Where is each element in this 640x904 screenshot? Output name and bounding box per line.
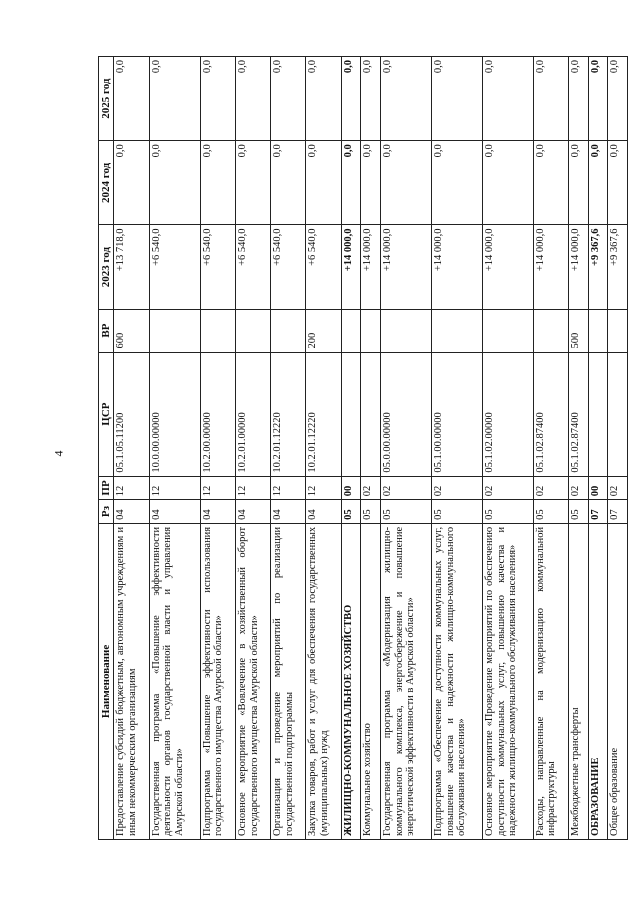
- cell-vr: [235, 309, 270, 352]
- header-name: Наименование: [99, 523, 114, 839]
- cell-rz: 05: [431, 500, 482, 524]
- cell-pr: 02: [568, 476, 588, 500]
- cell-csr: 05.1.02.87400: [568, 352, 588, 476]
- cell-2023: +14 000,0: [482, 225, 533, 309]
- cell-pr: 02: [608, 476, 628, 500]
- table-row: [341, 57, 361, 840]
- cell-2025: 0,0: [431, 57, 482, 141]
- cell-rz: 04: [271, 500, 306, 524]
- cell-2025: 0,0: [361, 57, 381, 141]
- table-row: [568, 57, 588, 840]
- cell-csr: [361, 352, 381, 476]
- cell-vr: [271, 309, 306, 352]
- cell-2024: 0,0: [361, 141, 381, 225]
- cell-name: Предоставление субсидий бюджетным, автономным учреждениям и иным некоммерческим организациям: [114, 523, 149, 839]
- cell-2023: +13 718,0: [114, 225, 149, 309]
- cell-rz: 04: [235, 500, 270, 524]
- table-row: [588, 57, 608, 840]
- cell-pr: 00: [341, 476, 361, 500]
- cell-pr: 02: [533, 476, 568, 500]
- cell-2025: 0,0: [588, 57, 608, 141]
- cell-2023: +6 540,0: [235, 225, 270, 309]
- cell-2023: +9 367,6: [608, 225, 628, 309]
- table-row: [271, 57, 306, 840]
- cell-2024: 0,0: [533, 141, 568, 225]
- cell-vr: [608, 309, 628, 352]
- cell-pr: 12: [200, 476, 235, 500]
- cell-2025: 0,0: [235, 57, 270, 141]
- cell-rz: 04: [306, 500, 341, 524]
- cell-2025: 0,0: [306, 57, 341, 141]
- cell-pr: 02: [482, 476, 533, 500]
- cell-2025: 0,0: [380, 57, 431, 141]
- cell-rz: 05: [482, 500, 533, 524]
- cell-2023: +14 000,0: [568, 225, 588, 309]
- cell-csr: [588, 352, 608, 476]
- cell-pr: 12: [149, 476, 200, 500]
- table-row: [149, 57, 200, 840]
- cell-2025: 0,0: [341, 57, 361, 141]
- cell-2023: +14 000,0: [431, 225, 482, 309]
- cell-vr: 200: [306, 309, 341, 352]
- header-pr: ПР: [99, 476, 114, 500]
- cell-2023: +6 540,0: [149, 225, 200, 309]
- cell-csr: 10.2.01.12220: [306, 352, 341, 476]
- cell-csr: 10.0.00.00000: [149, 352, 200, 476]
- cell-csr: [341, 352, 361, 476]
- cell-name: Закупка товаров, работ и услуг для обеспечения государственных (муниципальных) нужд: [306, 523, 341, 839]
- cell-rz: 04: [200, 500, 235, 524]
- cell-vr: [588, 309, 608, 352]
- budget-table: [98, 56, 628, 840]
- cell-rz: 04: [149, 500, 200, 524]
- cell-vr: [380, 309, 431, 352]
- cell-2024: 0,0: [568, 141, 588, 225]
- cell-csr: 10.2.00.00000: [200, 352, 235, 476]
- cell-name: ЖИЛИЩНО-КОММУНАЛЬНОЕ ХОЗЯЙСТВО: [341, 523, 361, 839]
- cell-2025: 0,0: [271, 57, 306, 141]
- cell-2023: +9 367,6: [588, 225, 608, 309]
- cell-2025: 0,0: [200, 57, 235, 141]
- cell-name: Подпрограмма «Обеспечение доступности коммунальных услуг, повышение качества и надежности жилищно-коммунального обслуживания населения»: [431, 523, 482, 839]
- rotated-table-wrapper: [98, 56, 628, 840]
- cell-csr: [608, 352, 628, 476]
- cell-pr: 00: [588, 476, 608, 500]
- cell-2023: +6 540,0: [200, 225, 235, 309]
- cell-csr: 05.1.05.11200: [114, 352, 149, 476]
- cell-csr: 10.2.01.12220: [271, 352, 306, 476]
- cell-vr: [482, 309, 533, 352]
- cell-2024: 0,0: [380, 141, 431, 225]
- cell-rz: 04: [114, 500, 149, 524]
- cell-vr: 600: [114, 309, 149, 352]
- header-vr: ВР: [99, 309, 114, 352]
- cell-vr: [149, 309, 200, 352]
- cell-pr: 12: [306, 476, 341, 500]
- table-body: [114, 57, 628, 840]
- cell-2024: 0,0: [200, 141, 235, 225]
- header-csr: ЦСР: [99, 352, 114, 476]
- cell-2024: 0,0: [341, 141, 361, 225]
- cell-csr: 05.0.00.00000: [380, 352, 431, 476]
- cell-2024: 0,0: [588, 141, 608, 225]
- cell-2024: 0,0: [431, 141, 482, 225]
- cell-rz: 07: [588, 500, 608, 524]
- cell-2024: 0,0: [149, 141, 200, 225]
- cell-pr: 12: [114, 476, 149, 500]
- table-row: [306, 57, 341, 840]
- table-row: [533, 57, 568, 840]
- cell-vr: [533, 309, 568, 352]
- cell-name: Межбюджетные трансферты: [568, 523, 588, 839]
- table-row: [608, 57, 628, 840]
- header-2023: 2023 год: [99, 225, 114, 309]
- cell-name: Государственная программа «Повышение эффективности деятельности органов государственной власти и управления Амурской области»: [149, 523, 200, 839]
- cell-rz: 05: [533, 500, 568, 524]
- cell-2025: 0,0: [608, 57, 628, 141]
- cell-2023: +14 000,0: [533, 225, 568, 309]
- cell-rz: 07: [608, 500, 628, 524]
- cell-2024: 0,0: [608, 141, 628, 225]
- cell-2024: 0,0: [306, 141, 341, 225]
- cell-2025: 0,0: [482, 57, 533, 141]
- table-row: [200, 57, 235, 840]
- cell-csr: 10.2.01.00000: [235, 352, 270, 476]
- cell-vr: [431, 309, 482, 352]
- cell-rz: 05: [568, 500, 588, 524]
- cell-name: Основное мероприятие «Вовлечение в хозяйственный оборот государственного имущества Амурской области»: [235, 523, 270, 839]
- cell-rz: 05: [380, 500, 431, 524]
- cell-2023: +14 000,0: [361, 225, 381, 309]
- cell-2023: +14 000,0: [341, 225, 361, 309]
- cell-pr: 12: [271, 476, 306, 500]
- cell-vr: [341, 309, 361, 352]
- table-row: [482, 57, 533, 840]
- table-row: [431, 57, 482, 840]
- cell-pr: 12: [235, 476, 270, 500]
- table-row: [114, 57, 149, 840]
- cell-2025: 0,0: [114, 57, 149, 141]
- table-row: [235, 57, 270, 840]
- cell-2024: 0,0: [235, 141, 270, 225]
- header-rz: Рз: [99, 500, 114, 524]
- cell-2023: +14 000,0: [380, 225, 431, 309]
- cell-rz: 05: [341, 500, 361, 524]
- cell-vr: [361, 309, 381, 352]
- cell-pr: 02: [361, 476, 381, 500]
- cell-name: ОБРАЗОВАНИЕ: [588, 523, 608, 839]
- cell-csr: 05.1.00.00000: [431, 352, 482, 476]
- cell-csr: 05.1.02.00000: [482, 352, 533, 476]
- cell-2023: +6 540,0: [271, 225, 306, 309]
- cell-name: Государственная программа «Модернизация жилищно-коммунального комплекса, энергосбережение и повышение энергетической эффективности в Амурской области»: [380, 523, 431, 839]
- cell-name: Коммунальное хозяйство: [361, 523, 381, 839]
- cell-2023: +6 540,0: [306, 225, 341, 309]
- page-number: 4: [51, 450, 66, 457]
- cell-csr: 05.1.02.87400: [533, 352, 568, 476]
- cell-2025: 0,0: [568, 57, 588, 141]
- table-row: [380, 57, 431, 840]
- header-2024: 2024 год: [99, 141, 114, 225]
- header-2025: 2025 год: [99, 57, 114, 141]
- cell-name: Общее образование: [608, 523, 628, 839]
- cell-vr: [200, 309, 235, 352]
- cell-2025: 0,0: [149, 57, 200, 141]
- table-header-row: [99, 57, 114, 840]
- cell-name: Расходы, направленные на модернизацию коммунальной инфраструктуры: [533, 523, 568, 839]
- cell-2024: 0,0: [114, 141, 149, 225]
- cell-rz: 05: [361, 500, 381, 524]
- cell-pr: 02: [431, 476, 482, 500]
- cell-2025: 0,0: [533, 57, 568, 141]
- cell-name: Основное мероприятие «Проведение мероприятий по обеспечению доступности коммунальных услуг, повышению качества и надежности жилищно-коммунального обслуживания населения»: [482, 523, 533, 839]
- cell-pr: 02: [380, 476, 431, 500]
- cell-vr: 500: [568, 309, 588, 352]
- cell-2024: 0,0: [482, 141, 533, 225]
- table-row: [361, 57, 381, 840]
- cell-name: Подпрограмма «Повышение эффективности использования государственного имущества Амурской области»: [200, 523, 235, 839]
- cell-2024: 0,0: [271, 141, 306, 225]
- cell-name: Организация и проведение мероприятий по реализации государственной подпрограммы: [271, 523, 306, 839]
